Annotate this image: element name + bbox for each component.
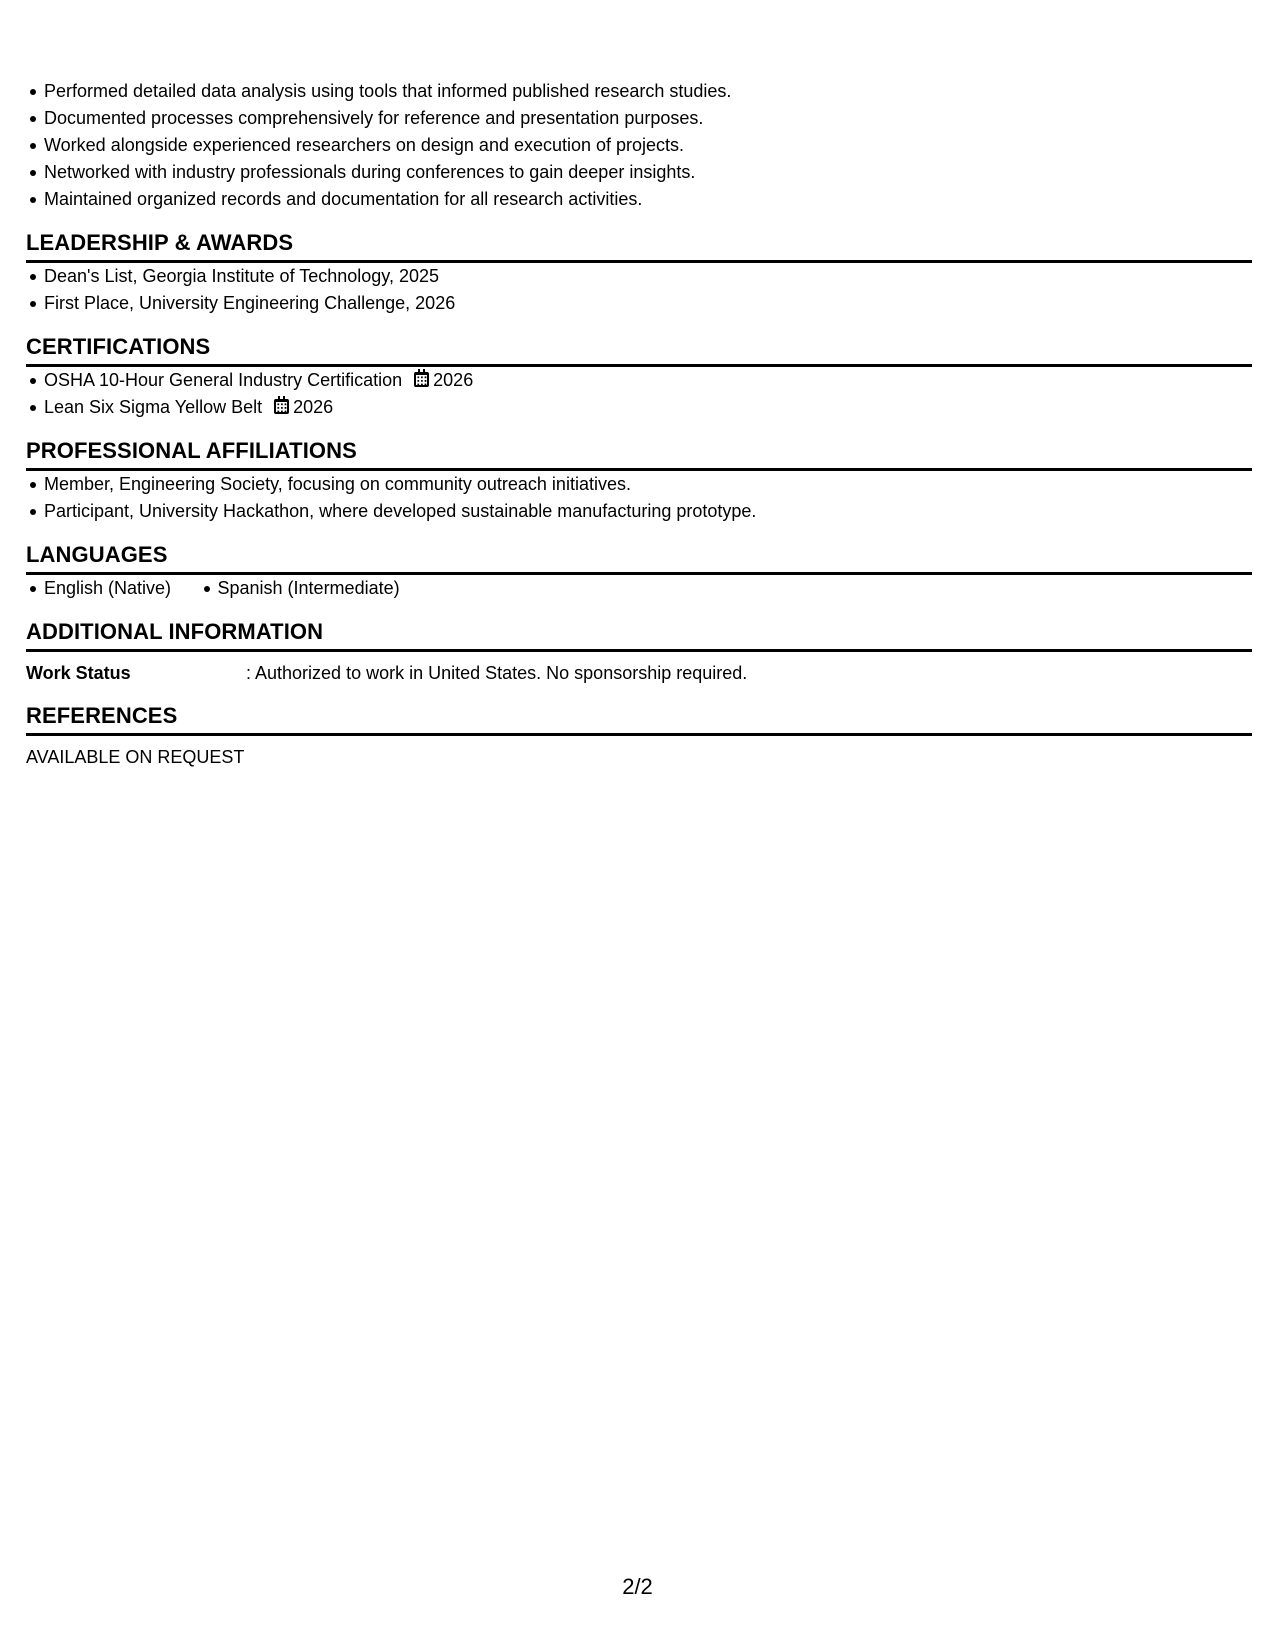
work-status-label: Work Status [26,663,131,683]
experience-bullet: Worked alongside experienced researchers on design and execution of projects. [44,132,1252,159]
page-number: 2/2 [622,1574,653,1599]
certifications-heading: CERTIFICATIONS [26,334,1252,367]
references-heading: REFERENCES [26,703,1252,736]
certification-date: 2026 [433,370,474,390]
experience-bullet: Performed detailed data analysis using tools that informed published research studies. [44,78,1252,105]
certification-item [44,367,1252,394]
language-item: Spanish (Intermediate) [218,575,400,602]
experience-bullet: Documented processes comprehensively for reference and presentation purposes. [44,105,1252,132]
calendar-icon [414,372,429,387]
experience-bullet: Networked with industry professionals during conferences to gain deeper insights. [44,159,1252,186]
additional-info-section [26,619,1252,686]
work-status-value: : Authorized to work in United States. No sponsorship required. [246,663,748,683]
affiliation-item: Participant, University Hackathon, where developed sustainable manufacturing prototype. [44,498,1252,525]
certification-name: Lean Six Sigma Yellow Belt [44,397,263,417]
leadership-item: Dean's List, Georgia Institute of Technology, 2025 [44,263,1252,290]
affiliations-section [26,438,1252,525]
languages-heading: LANGUAGES [26,542,1252,575]
experience-bullet: Maintained organized records and documentation for all research activities. [44,186,1252,213]
leadership-section [26,230,1252,317]
leadership-heading: LEADERSHIP & AWARDS [26,230,1252,263]
certification-name: OSHA 10-Hour General Industry Certification [44,370,403,390]
affiliations-list [26,471,1252,525]
certifications-section [26,334,1252,421]
leadership-list [26,263,1252,317]
experience-bullet-list [26,78,1252,213]
references-section [26,703,1252,770]
calendar-icon [274,399,289,414]
certification-item [44,394,1252,421]
languages-list [26,575,1252,602]
additional-info-heading: ADDITIONAL INFORMATION [26,619,1252,652]
language-item: English (Native) [44,575,171,602]
certifications-list [26,367,1252,421]
leadership-item: First Place, University Engineering Challenge, 2026 [44,290,1252,317]
certification-date: 2026 [293,397,334,417]
affiliations-heading: PROFESSIONAL AFFILIATIONS [26,438,1252,471]
affiliation-item: Member, Engineering Society, focusing on community outreach initiatives. [44,471,1252,498]
languages-section [26,542,1252,602]
work-status-row [26,660,1252,686]
references-text: AVAILABLE ON REQUEST [26,747,245,767]
resume-page [26,78,1252,770]
